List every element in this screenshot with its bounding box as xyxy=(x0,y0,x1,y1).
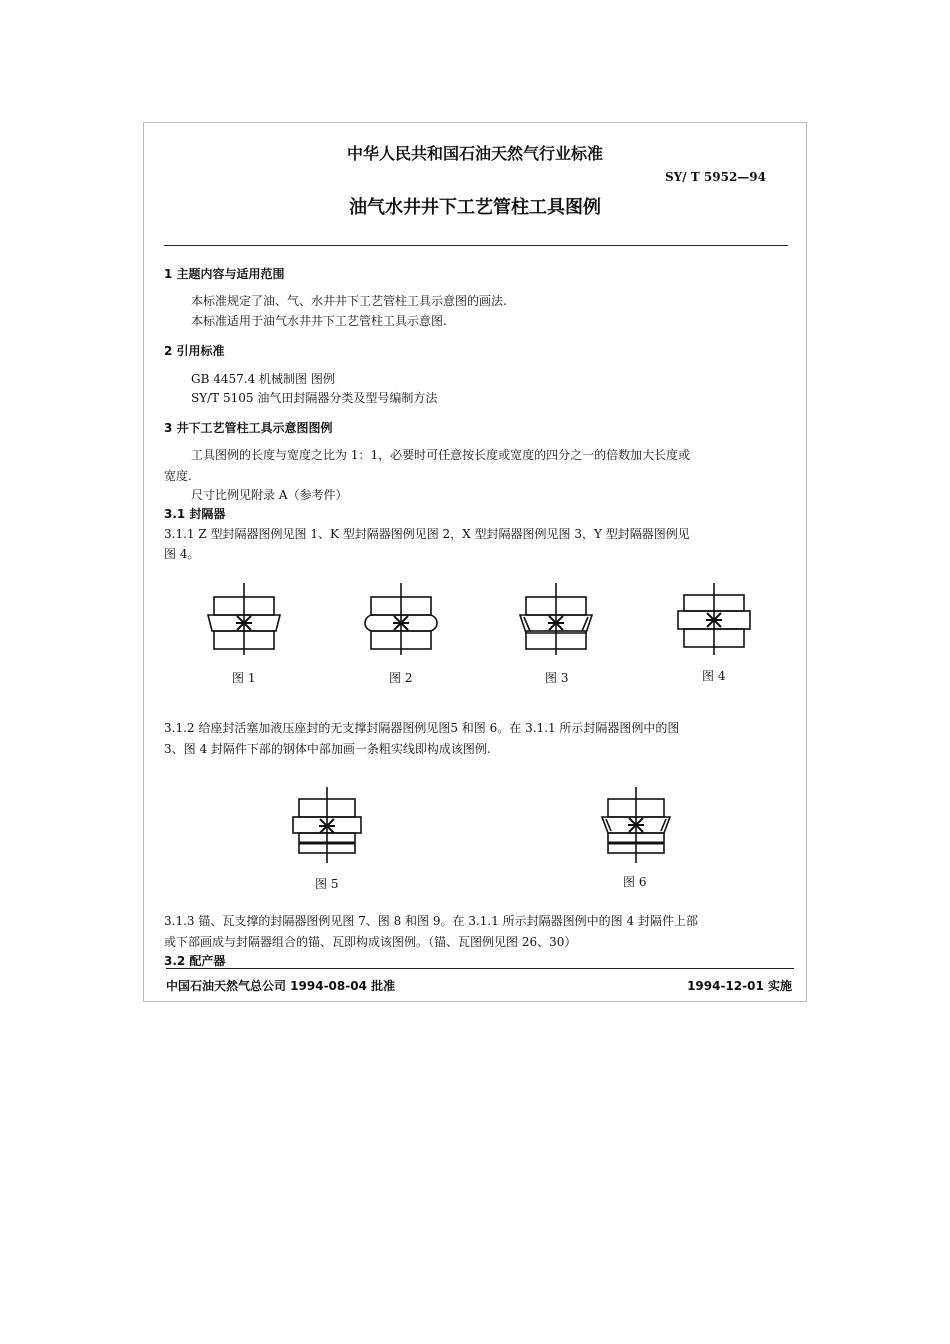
section-1-para-1: 本标准规定了油、气、水井井下工艺管柱工具示意图的画法. xyxy=(191,294,507,308)
figure-5-caption: 图 5 xyxy=(315,877,339,891)
section-3-heading: 3 井下工艺管柱工具示意图图例 xyxy=(164,421,333,435)
standard-code: SY/ T 5952—94 xyxy=(665,170,766,184)
figure-1-caption: 图 1 xyxy=(232,671,256,685)
document-title: 油气水井井下工艺管柱工具图例 xyxy=(349,197,601,218)
clause-3-1-1b: 图 4。 xyxy=(164,547,200,561)
reference-1: GB 4457.4 机械制图 图例 xyxy=(191,372,335,386)
figure-3-drawing xyxy=(516,583,596,655)
section-3-1-heading: 3.1 封隔器 xyxy=(164,507,226,521)
org-title: 中华人民共和国石油天然气行业标准 xyxy=(346,144,603,163)
figure-2-caption: 图 2 xyxy=(389,671,413,685)
approval-date: 中国石油天然气总公司 1994-08-04 批准 xyxy=(166,979,396,993)
section-3-para-1b: 宽度. xyxy=(164,469,192,483)
figure-3-caption: 图 3 xyxy=(545,671,569,685)
figure-4-caption: 图 4 xyxy=(702,669,726,683)
section-3-para-2: 尺寸比例见附录 A（参考件） xyxy=(191,488,348,502)
clause-3-1-3a: 3.1.3 锚、瓦支撑的封隔器图例见图 7、图 8 和图 9。在 3.1.1 所示封隔器图例中的图 4 封隔件上部 xyxy=(164,914,698,928)
clause-3-1-1a: 3.1.1 Z 型封隔器图例见图 1、K 型封隔器图例见图 2，X 型封隔器图例见图 3，Y 型封隔器图例见 xyxy=(164,527,690,541)
figure-2-drawing xyxy=(361,583,441,655)
section-2-heading: 2 引用标准 xyxy=(164,344,225,358)
section-1-para-2: 本标准适用于油气水井井下工艺管柱工具示意图. xyxy=(191,314,447,328)
reference-2: SY/T 5105 油气田封隔器分类及型号编制方法 xyxy=(191,391,438,405)
clause-3-1-2a: 3.1.2 给座封活塞加液压座封的无支撑封隔器图例见图5 和图 6。在 3.1.1 所示封隔器图例中的图 xyxy=(164,721,680,735)
figure-6-drawing xyxy=(596,787,676,863)
figure-6-caption: 图 6 xyxy=(623,875,647,889)
clause-3-1-3b: 或下部画成与封隔器组合的锚、瓦即构成该图例。（锚、瓦图例见图 26、30） xyxy=(164,935,577,949)
effective-date: 1994-12-01 实施 xyxy=(687,979,792,993)
standard-page xyxy=(143,122,807,1002)
figure-4-drawing xyxy=(674,583,754,655)
figure-5-drawing xyxy=(287,787,367,863)
clause-3-1-2b: 3、图 4 封隔件下部的钢体中部加画一条粗实线即构成该图例. xyxy=(164,742,491,756)
header-rule xyxy=(164,245,788,246)
section-3-para-1a: 工具图例的长度与宽度之比为 1：1，必要时可任意按长度或宽度的四分之一的倍数加大长度或 xyxy=(191,448,691,462)
section-1-heading: 1 主题内容与适用范围 xyxy=(164,267,285,281)
footer-rule xyxy=(166,968,794,969)
section-3-2-heading: 3.2 配产器 xyxy=(164,954,226,968)
figure-1-drawing xyxy=(204,583,284,655)
